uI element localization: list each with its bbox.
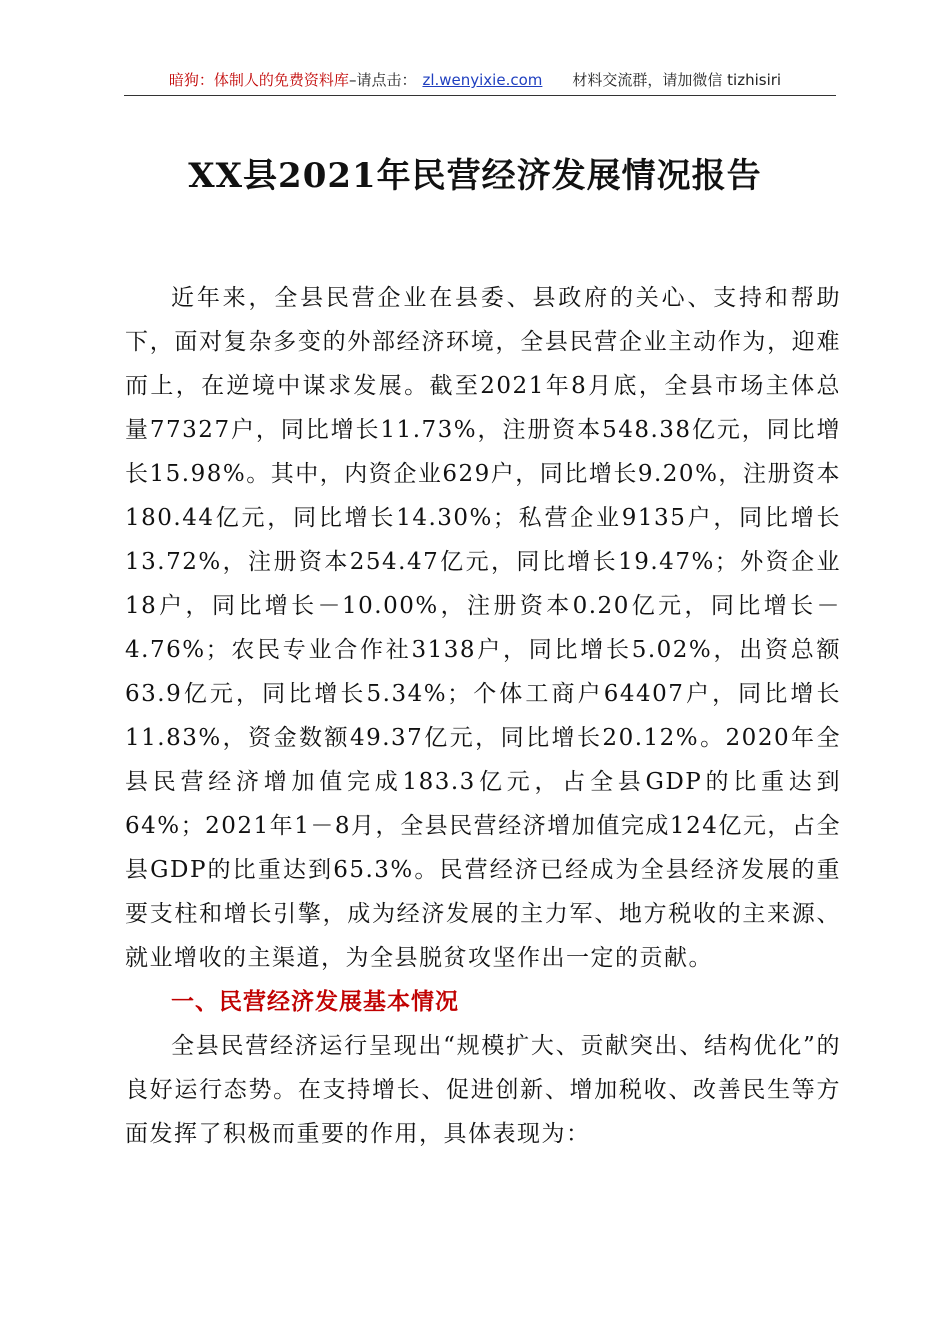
document-body [125, 276, 841, 1156]
page-header [0, 68, 950, 92]
promo-label: 暗狗：体制人的免费资料库 [168, 71, 349, 89]
intro-paragraph: 近年来，全县民营企业在县委、县政府的关心、支持和帮助下，面对复杂多变的外部经济环境，全县民营企业主动作为，迎难而上，在逆境中谋求发展。截至2021年8月底，全县市场主体总量77327户，同比增长11.73%，注册资本548.38亿元，同比增长15.98%。其中，内资企业629户，同比增长9.20%，注册资本180.44亿元，同比增长14.30%；私营企业9135户，同比增长13.72%，注册资本254.47亿元，同比增长19.47%；外资企业18户，同比增长－10.00%，注册资本0.20亿元，同比增长－4.76%；农民专业合作社3138户，同比增长5.02%，出资总额63.9亿元，同比增长5.34%；个体工商户64407户，同比增长11.83%，资金数额49.37亿元，同比增长20.12%。2020年全县民营经济增加值完成183.3亿元，占全县GDP的比重达到64%；2021年1－8月，全县民营经济增加值完成124亿元，占全县GDP的比重达到65.3%。民营经济已经成为全县经济发展的重要支柱和增长引擎，成为经济发展的主力军、地方税收的主来源、就业增收的主渠道，为全县脱贫攻坚作出一定的贡献。 [125, 285, 841, 971]
document-title: XX县2021年民营经济发展情况报告 [188, 156, 762, 196]
website-link[interactable]: zl.wenyixie.com [422, 71, 543, 89]
header-divider [124, 95, 836, 96]
group-contact-text: 材料交流群，请加微信 tizhisiri [572, 71, 782, 89]
section-heading: 一、民营经济发展基本情况 [171, 989, 459, 1015]
click-prompt: –请点击： [348, 71, 417, 89]
section-paragraph: 全县民营经济运行呈现出“规模扩大、贡献突出、结构优化”的良好运行态势。在支持增长、促进创新、增加税收、改善民生等方面发挥了积极而重要的作用，具体表现为： [125, 1033, 841, 1147]
